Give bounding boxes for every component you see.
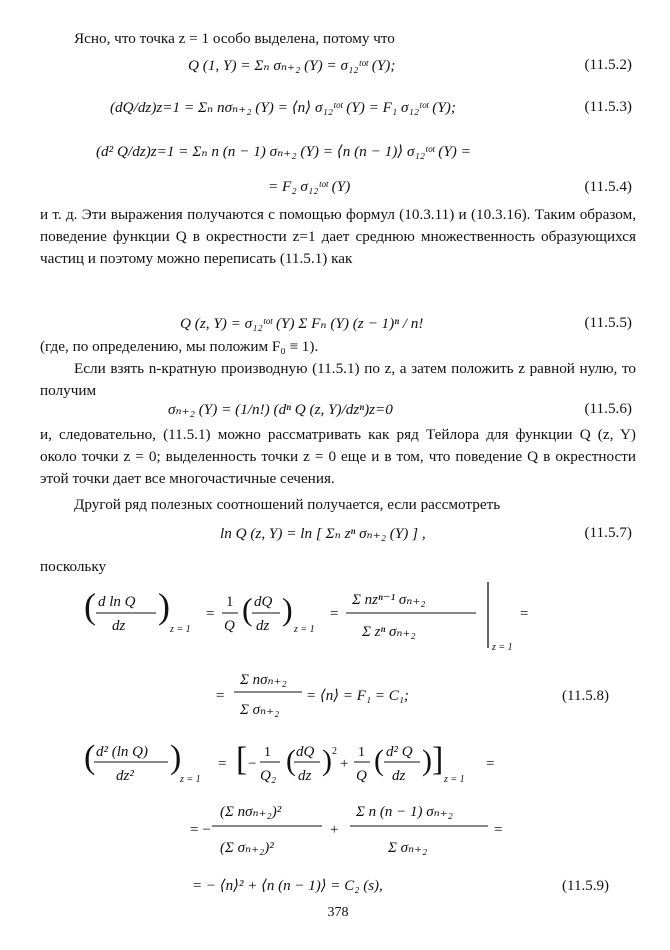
equation-body: (d² Q/dz)z=1 = Σₙ n (n − 1) σₙ₊₂ (Y) = ⟨n (n − 1)⟩ σ₁₂ᵗᵒᵗ (Y) = [96,143,471,160]
frac-Q: Q [224,618,235,634]
t1-numerator: (Σ nσₙ₊₂)² [220,804,282,820]
paragraph-7: поскольку [40,558,107,575]
svg-text:1: 1 [358,745,365,760]
paragraph-4: Если взять n-кратную производную (11.5.1) по z, а затем положить z равной нулю, то получим [40,360,636,399]
svg-text:): ) [170,739,182,776]
sum-numerator: Σ nzⁿ⁻¹ σₙ₊₂ [352,592,426,608]
equation-number: (11.5.6) [584,400,632,417]
lhs-denominator: dz² [116,768,134,784]
svg-text:(: ( [84,739,96,776]
lhs-subscript: z = 1 [180,774,201,785]
equation-body: ln Q (z, Y) = ln [ Σₙ zⁿ σₙ₊₂ (Y) ] , [220,525,426,542]
svg-text:(: ( [286,744,296,777]
final-line: = − ⟨n⟩² + ⟨n (n − 1)⟩ = C₂ (s), [192,878,383,894]
equation-number: (11.5.9) [562,878,609,894]
one: 1 [264,745,271,760]
dQ: dQ [254,594,273,610]
page [40,0,636,950]
equation-11-5-7 [40,524,636,554]
paren-right: ) [158,586,170,626]
t1-denominator: (Σ σₙ₊₂)² [220,840,274,856]
svg-text:+: + [340,756,349,772]
svg-text:=: = [330,606,339,622]
paragraph-2: и т. д. Эти выражения получаются с помощью формул (10.3.11) и (10.3.16). Таким образом, поведение функции Q в окрестности z=1 дает среднюю множественность образующихся частиц и поэтому можно переписать (11.5.1) как [40,206,636,267]
d2Q: d² Q [386,744,413,760]
equation-body: Q (1, Y) = Σₙ σₙ₊₂ (Y) = σ₁₂ᵗᵒᵗ (Y); [188,57,396,74]
dQ: dQ [296,744,315,760]
sum-denominator: Σ zⁿ σₙ₊₂ [362,624,416,640]
svg-text:): ) [422,744,432,777]
r2-numerator: Σ nσₙ₊₂ [240,672,287,688]
equation-number: (11.5.7) [584,524,632,541]
svg-text:= −: = − [190,822,211,838]
equation-11-5-2 [40,56,636,86]
svg-text:dz: dz [392,768,406,784]
svg-text:(: ( [242,591,253,627]
equation-number: (11.5.5) [584,314,632,331]
svg-text:=: = [216,688,225,704]
svg-text:2: 2 [332,746,337,757]
equation-number: (11.5.3) [584,98,632,115]
r2-tail: = ⟨n⟩ = F₁ = C₁; [306,688,409,704]
svg-text:−: − [248,756,257,772]
paragraph-3: (где, по определению, мы положим F₀ ≡ 1). [40,338,319,355]
equation-body: = F₂ σ₁₂ᵗᵒᵗ (Y) [268,178,351,195]
equation-11-5-3 [40,98,636,128]
svg-text:[: [ [236,741,248,778]
t2-numerator: Σ n (n − 1) σₙ₊₂ [356,804,453,820]
equation-number: (11.5.8) [562,688,609,704]
equation-number: (11.5.4) [584,178,632,195]
svg-text:z = 1: z = 1 [444,774,465,785]
equation-body: (dQ/dz)z=1 = Σₙ nσₙ₊₂ (Y) = ⟨n⟩ σ₁₂ᵗᵒᵗ (Y) = F₁ σ₁₂ᵗᵒᵗ (Y); [110,99,456,116]
Q2: Q₂ [260,768,277,784]
svg-text:Q: Q [356,768,367,784]
equation-11-5-9-figure [40,738,636,903]
equals: = [206,606,215,622]
paren-left: ( [84,586,96,626]
svg-text:+: + [330,822,339,838]
equation-11-5-8-figure [40,580,636,730]
svg-text:(: ( [374,744,384,777]
paragraph-1: Ясно, что точка z = 1 особо выделена, потому что [74,30,395,47]
lhs-numerator: d² (ln Q) [96,744,148,760]
equation-number: (11.5.2) [584,56,632,73]
page-number: 378 [327,905,349,920]
sub-z1: z = 1 [294,624,315,635]
svg-text:): ) [282,591,293,627]
dz: dz [256,618,270,634]
svg-text:]: ] [432,741,444,778]
svg-text:=: = [486,756,495,772]
lhs-numerator: d ln Q [98,594,136,610]
dz: dz [298,768,312,784]
r2-denominator: Σ σₙ₊₂ [240,702,280,718]
equation-body: Q (z, Y) = σ₁₂ᵗᵒᵗ (Y) Σ Fₙ (Y) (z − 1)ⁿ / n! [180,315,424,332]
t2-denominator: Σ σₙ₊₂ [388,840,428,856]
frac-one: 1 [226,594,234,610]
lhs-denominator: dz [112,618,126,634]
paragraph-6: Другой ряд полезных соотношений получается, если рассмотреть [74,496,501,513]
svg-text:): ) [322,744,332,777]
lhs-subscript: z = 1 [170,624,191,635]
svg-text:=: = [520,606,529,622]
equation-body: σₙ₊₂ (Y) = (1/n!) (dⁿ Q (z, Y)/dzⁿ)z=0 [168,401,393,418]
equation-11-5-4-line1 [40,142,636,172]
svg-text:=: = [218,756,227,772]
svg-text:=: = [494,822,503,838]
paragraph-5: и, следовательно, (11.5.1) можно рассматривать как ряд Тейлора для функции Q (z, Y) около точки z = 0; выделенность точки z = 0 еще и в том, что поведение Q в окрестности этой точки дает все многочастичные сечения. [40,426,636,487]
bar-subscript: z = 1 [492,642,513,653]
